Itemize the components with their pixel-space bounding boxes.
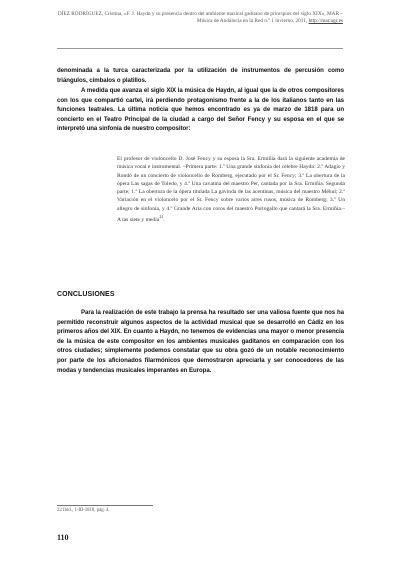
block-quote: El profesor de violoncello D. José Fency y su esposa la Sra. Ermiñia dará la siguiente academia de música vocal e instrumental. –Primera parte: 1.º Una grande sinfonía del célebre Haydn: 2.º Adagio y Rondó de un concierto de violoncello de Romberg, ejecutado por el Sr. Fency; 3.º La obertura de la ópera Las sagas de Toledo, y 4.º Una cavatina del maestro Per, cantada por la Sra. Ermiñia. Segunda parte; 1.º La obertura de la ópera titulada La gavinda de las acentinas, música del maestro Méhul; 2.º Variación en el violoncelo por el Sr. Fency sobre varios aires rusos, música de Romberg; 3.º Un allegro de sinfonía, y 4.º Grande Aria con coros del maestro Portogallo que cantará la Sra. Ermiñia.–A las siete y media$^{22}$. bbox=[117, 156, 345, 223]
header-divider bbox=[57, 48, 343, 49]
section-title: CONCLUSIONES bbox=[57, 291, 115, 298]
header-citation: , Cristina, «F. J. Haydn y su presencia dentro del ambiente musical gaditano de principios del siglo XIX», MAR – Música de Andalucía en la Red n.º 1 invierno, 2011, bbox=[101, 11, 343, 25]
paragraph-1: denominada a la turca caracterizada por la utilización de instrumentos de percusión como triángulos, címbalos o platillos. bbox=[57, 67, 344, 84]
header-link[interactable]: http://mar.ugr.es bbox=[308, 18, 343, 25]
footnote-reference[interactable]: 22 bbox=[159, 214, 164, 220]
footnote-divider bbox=[57, 505, 153, 506]
page-number: 110 bbox=[57, 533, 69, 542]
running-header bbox=[57, 11, 343, 26]
paragraph-3: Para la realización de este trabajo la prensa ha resultado ser una valiosa fuente que nos ha permitido reconstruir algunos aspectos de la actividad musical que se desarrolló en Cádiz en los primeros años del XIX. En cuanto a Haydn, no tenemos de evidencias una mayor o menor presencia de la música de este compositor en los ambientes musicales gaditanos en comparación con los otros ciudades; simplemente podemos constatar que su obra gozó de un notable reconocimiento por parte de los aficionados filarmónicos que demostraron apreciarla y ser conocedores de las modas y tendencias musicales imperantes en Europa. bbox=[57, 309, 344, 374]
paragraph-2: A medida que avanza el siglo XIX la música de Haydn, al igual que la de otros compositores con los que compartió cartel, irá perdiendo protagonismo frente a la de los italianos tanto en las funciones teatrales. La última noticia que hemos encontrado es ya de marzo de 1818 para un concierto en el Teatro Principal de la ciudad a cargo del Señor Fency y su esposa en el que se interpretó una sinfonía de nuestro compositor: bbox=[57, 87, 344, 133]
footnote: 22 Ibid., 1-III-1818, pág. 4. bbox=[57, 508, 110, 513]
header-author: DÍEZ RODRÍGUEZ bbox=[57, 11, 102, 17]
quote-text: El profesor de violoncello D. José Fency y su esposa la Sra. Ermiñia dará la siguiente academia de música vocal e instrumental. –Primera parte: 1.º Una grande sinfonía del célebre Haydn: 2.º Adagio y Rondó de un concierto de violoncello de Romberg, ejecutado por el Sr. Fency; 3.º La obertura de la ópera Las sagas de Toledo, y 4.º Una cavatina del maestro Per, cantada por la Sra. Ermiñia. Segunda parte; 1.º La obertura de la ópera titulada La gavinda de las acentinas, música del maestro Méhul; 2.º Variación en el violoncelo por el Sr. Fency sobre varios aires rusos, música de Romberg; 3.º Un allegro de sinfonía, y 4.º Grande Aria con coros del maestro Portogallo que cantará la Sra. Ermiñia.–A las siete y media bbox=[117, 156, 345, 223]
